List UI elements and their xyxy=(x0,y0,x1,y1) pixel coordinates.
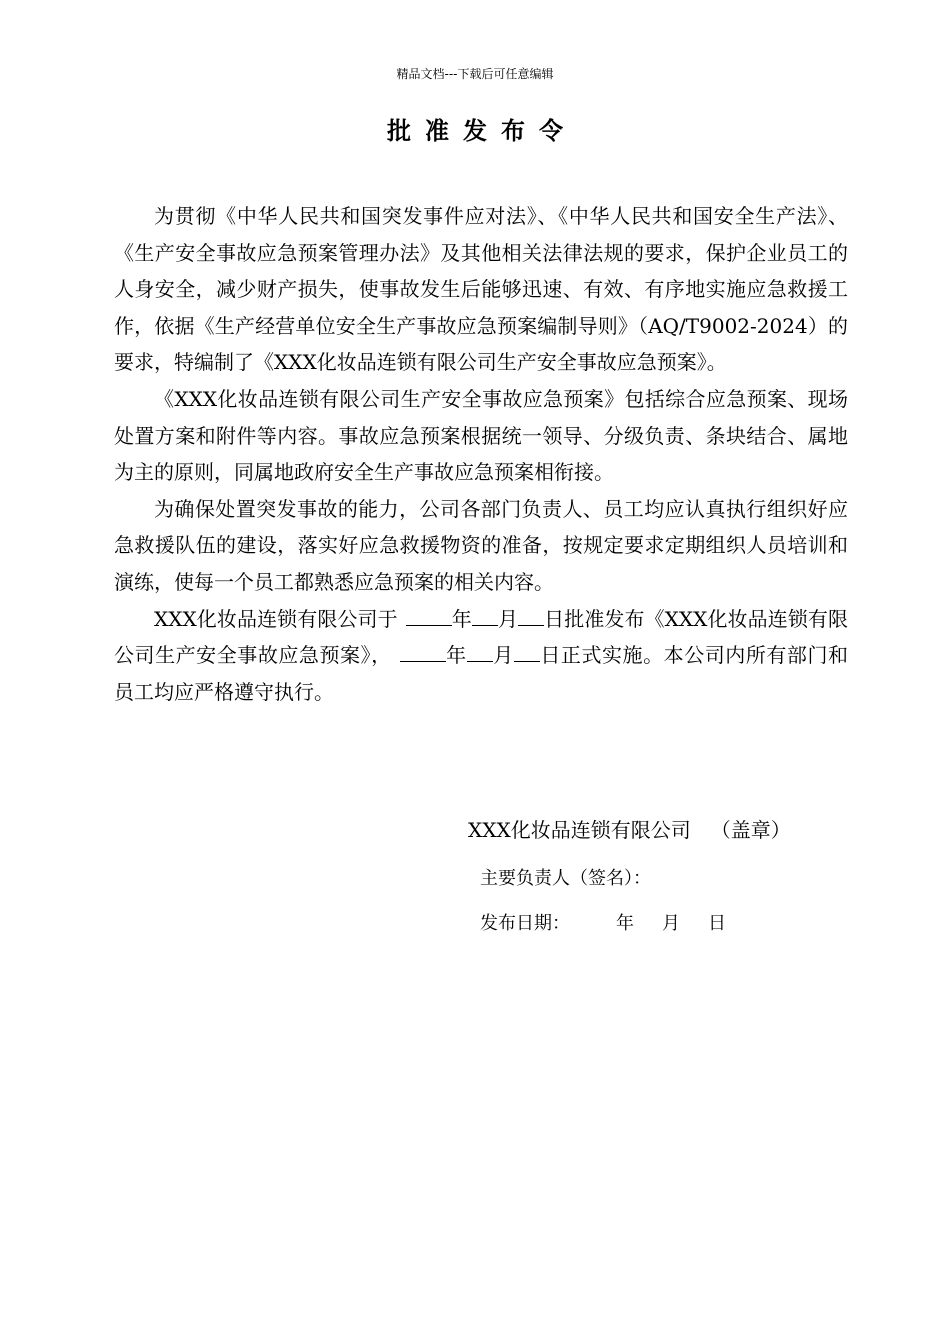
approval-month-1: 月 xyxy=(497,606,519,631)
blank-day-approve xyxy=(518,604,544,626)
paragraph-purpose: 为贯彻《中华人民共和国突发事件应对法》、《中华人民共和国安全生产法》、《生产安全事故应急预案管理办法》及其他相关法律法规的要求，保护企业员工的人身安全，减少财产损失，使事故发生后能够迅速、有效、有序地实施应急救援工作，依据《生产经营单位安全生产事故应急预案编制导则》（AQ/T9002-2024）的要求，特编制了《XXX化妆品连锁有限公司生产安全事故应急预案》。 xyxy=(114,204,848,375)
approval-text-3: 日正式实施。本公司内所有部门和员工均应严格遵守执行。 xyxy=(114,643,849,704)
blank-month-approve xyxy=(472,604,498,626)
release-date-label: 发布日期： xyxy=(480,913,570,934)
responsible-person-line xyxy=(480,864,651,894)
approval-year-2: 年 xyxy=(445,643,467,668)
seal-label: （盖章） xyxy=(710,818,791,842)
approval-text-1: XXX化妆品连锁有限公司于 xyxy=(154,606,398,631)
approval-month-2: 月 xyxy=(492,643,514,668)
blank-day-effective xyxy=(514,640,540,662)
paragraph-contents: 《XXX化妆品连锁有限公司生产安全事故应急预案》包括综合应急预案、现场处置方案和附件等内容。事故应急预案根据统一领导、分级负责、条块结合、属地为主的原则，同属地政府安全生产事故应急预案相衔接。 xyxy=(114,386,848,485)
blank-year-effective xyxy=(400,640,446,662)
approval-year-1: 年 xyxy=(451,606,472,631)
page-title: 批准发布令 xyxy=(387,116,577,145)
company-name: XXX化妆品连锁有限公司 xyxy=(468,818,691,842)
release-date-year: 年 xyxy=(616,913,634,934)
release-date-line xyxy=(480,909,726,939)
approval-text-2: 日批准发布《XXX化妆品连锁有限公司生产安全事故应急预案》， xyxy=(114,606,849,668)
paragraph-approval xyxy=(114,601,848,711)
blank-year-approve xyxy=(406,604,452,626)
release-date-day: 日 xyxy=(708,913,726,934)
document-body xyxy=(114,198,848,710)
blank-month-effective xyxy=(467,640,493,662)
company-signature-line xyxy=(468,813,791,847)
release-date-month: 月 xyxy=(662,913,680,934)
paragraph-requirements: 为确保处置突发事故的能力，公司各部门负责人、员工均应认真执行组织好应急救援队伍的建设，落实好应急救援物资的准备，按规定要求定期组织人员培训和演练，使每一个员工都熟悉应急预案的相关内容。 xyxy=(114,496,848,594)
responsible-person-label: 主要负责人（签名）： xyxy=(480,868,651,889)
header-note: 精品文档---下载后可任意编辑 xyxy=(396,67,554,81)
